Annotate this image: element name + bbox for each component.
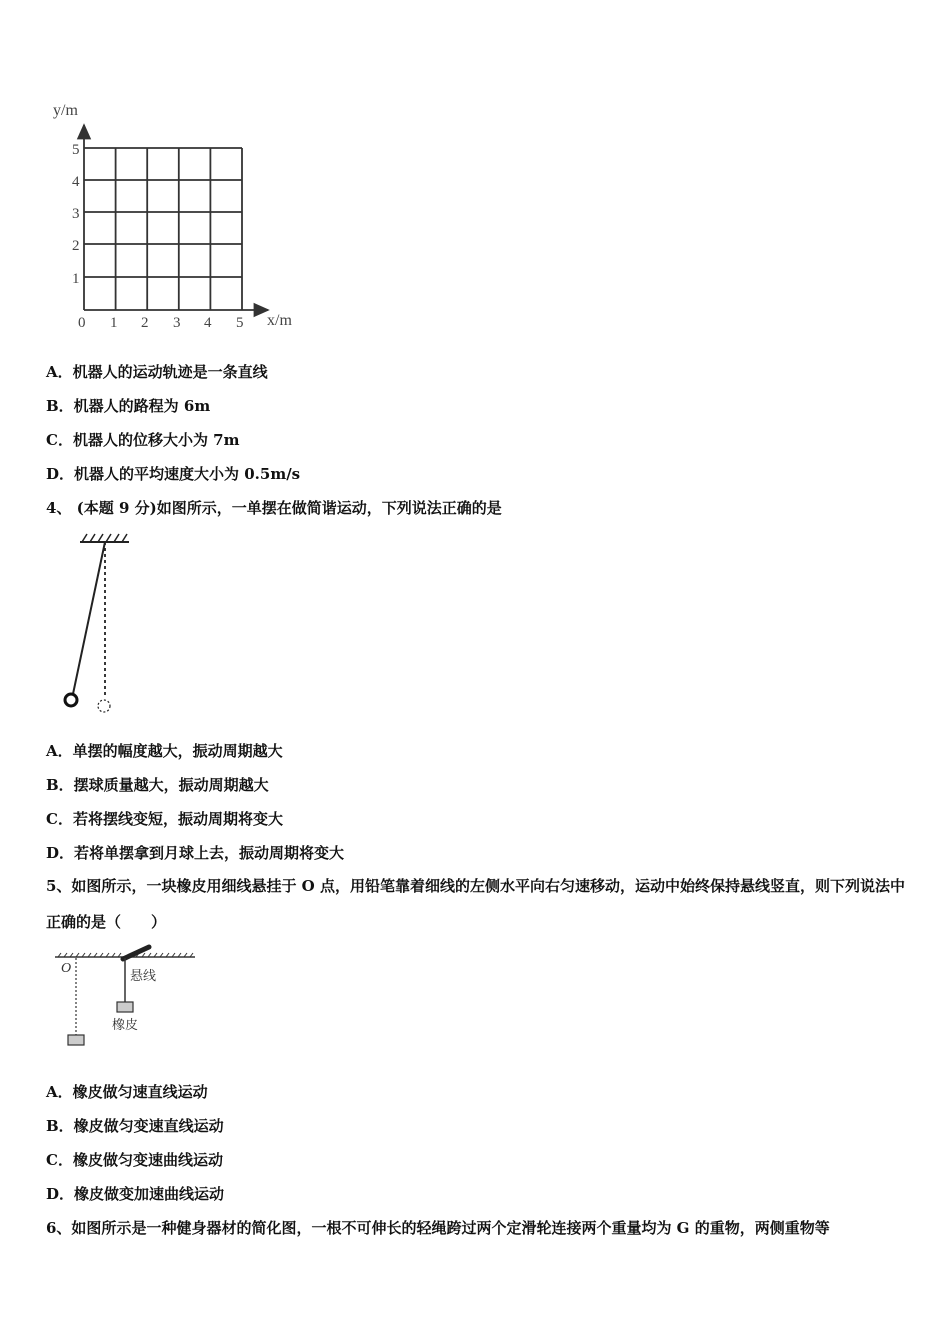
q5-option-a: A．橡皮做匀速直线运动 [46, 1083, 208, 1101]
initial-eraser [68, 1035, 84, 1045]
point-o-label: O [61, 961, 72, 976]
pendulum-figure [55, 532, 145, 722]
x-axis-label: x/m [267, 312, 292, 329]
y-tick-2: 2 [72, 238, 80, 254]
x-tick-3: 3 [173, 315, 181, 331]
x-tick-0: 0 [78, 315, 86, 331]
equilibrium-bob [98, 700, 110, 712]
eraser-label: 橡皮 [112, 1017, 139, 1032]
pendulum-string [73, 542, 105, 694]
q5-option-c: C．橡皮做匀变速曲线运动 [46, 1151, 223, 1169]
x-tick-4: 4 [204, 315, 212, 331]
x-tick-2: 2 [141, 315, 149, 331]
x-tick-1: 1 [110, 315, 118, 331]
q3-option-c: C．机器人的位移大小为 7m [46, 431, 240, 449]
y-tick-3: 3 [72, 206, 80, 222]
y-tick-5: 5 [72, 142, 80, 158]
thread-label: 悬线 [130, 968, 157, 983]
y-axis-label: y/m [53, 102, 78, 119]
grid-lines [84, 148, 242, 310]
eraser-figure [50, 942, 210, 1057]
pendulum-bob [65, 694, 77, 706]
q3-option-d: D．机器人的平均速度大小为 0.5m/s [46, 465, 301, 483]
eraser [117, 1002, 133, 1012]
q3-option-b: B．机器人的路程为 6m [46, 397, 211, 415]
q5-option-d: D．橡皮做变加速曲线运动 [46, 1185, 225, 1203]
q4-option-b: B．摆球质量越大，振动周期越大 [46, 776, 269, 794]
q5-option-b: B．橡皮做匀变速直线运动 [46, 1117, 224, 1135]
q5-stem: 5、如图所示，一块橡皮用细线悬挂于 O 点，用铅笔靠着细线的左侧水平向右匀速移动，运动中始终保持悬线竖直，则下列说法中正确的是（ ） [46, 877, 905, 931]
q3-option-a: A．机器人的运动轨迹是一条直线 [46, 363, 268, 381]
q4-option-a: A．单摆的幅度越大，振动周期越大 [46, 742, 283, 760]
x-tick-5: 5 [236, 315, 244, 331]
y-tick-1: 1 [72, 271, 80, 287]
q4-option-c: C．若将摆线变短，振动周期将变大 [46, 810, 283, 828]
q4-option-d: D．若将单摆拿到月球上去，振动周期将变大 [46, 844, 345, 862]
q6-stem: 6、如图所示是一种健身器材的简化图，一根不可伸长的轻绳跨过两个定滑轮连接两个重量均为 G 的重物，两侧重物等 [46, 1219, 830, 1237]
q4-stem: 4、 (本题 9 分)如图所示，一单摆在做简谐运动，下列说法正确的是 [46, 499, 502, 517]
position-grid-figure [40, 95, 310, 340]
y-tick-4: 4 [72, 174, 80, 190]
